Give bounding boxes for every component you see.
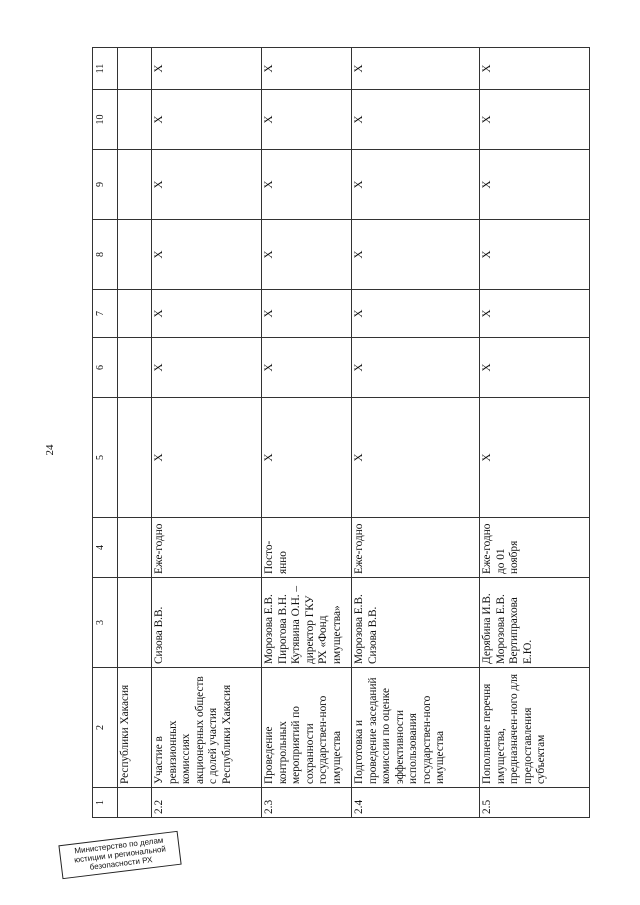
responsible: Дерябина И.В. Морозова Е.В. Вертипрахова Е.Ю. <box>480 578 590 668</box>
mark-cell: Х <box>480 338 590 398</box>
mark-cell: Х <box>262 48 352 90</box>
mark-cell: Х <box>262 150 352 220</box>
plan-table <box>92 47 590 818</box>
col-header: 10 <box>93 90 118 150</box>
ministry-stamp: Министерство по делам юстиции и региональной безопасности РХ <box>58 831 181 879</box>
mark-cell: Х <box>152 48 262 90</box>
mark-cell: Х <box>262 90 352 150</box>
row-number <box>118 788 152 818</box>
col-header: 2 <box>93 668 118 788</box>
period: Еже-годно <box>352 518 480 578</box>
mark-cell: Х <box>480 220 590 290</box>
mark-cell: Х <box>152 290 262 338</box>
col-header: 9 <box>93 150 118 220</box>
mark-cell: Х <box>480 48 590 90</box>
mark-cell <box>118 398 152 518</box>
col-header: 5 <box>93 398 118 518</box>
rotated-table-container <box>92 48 612 818</box>
row-number: 2.2 <box>152 788 262 818</box>
mark-cell <box>118 48 152 90</box>
mark-cell: Х <box>480 398 590 518</box>
period <box>118 518 152 578</box>
row-number: 2.4 <box>352 788 480 818</box>
mark-cell: Х <box>262 290 352 338</box>
period: Еже-годно до 01 ноября <box>480 518 590 578</box>
responsible: Морозова Е.В. Пирогова В.Н. Кутявина О.Н. – директор ГКУ РХ «Фонд имущества» <box>262 578 352 668</box>
table-row <box>118 48 152 818</box>
col-header: 11 <box>93 48 118 90</box>
mark-cell <box>118 150 152 220</box>
responsible: Морозова Е.В. Сизова В.В. <box>352 578 480 668</box>
col-header: 8 <box>93 220 118 290</box>
page-number: 24 <box>44 444 56 456</box>
mark-cell: Х <box>152 398 262 518</box>
mark-cell <box>118 90 152 150</box>
table-row <box>352 48 480 818</box>
mark-cell: Х <box>352 48 480 90</box>
mark-cell: Х <box>152 338 262 398</box>
mark-cell: Х <box>352 220 480 290</box>
mark-cell: Х <box>152 90 262 150</box>
mark-cell: Х <box>352 150 480 220</box>
mark-cell: Х <box>480 90 590 150</box>
period: Посто-янно <box>262 518 352 578</box>
activity-name: Пополнение перечня имущества, предназначен-ного для предоставления субъектам <box>480 668 590 788</box>
mark-cell: Х <box>480 150 590 220</box>
mark-cell: Х <box>352 338 480 398</box>
mark-cell <box>118 220 152 290</box>
activity-name: Подготовка и проведение заседаний комиссии по оценке эффективности использования государствен-ного имущества <box>352 668 480 788</box>
mark-cell: Х <box>262 220 352 290</box>
col-header: 3 <box>93 578 118 668</box>
mark-cell: Х <box>262 398 352 518</box>
mark-cell: Х <box>352 290 480 338</box>
activity-name: Проведение контрольных мероприятий по сохранности государствен-ного имущества <box>262 668 352 788</box>
mark-cell: Х <box>352 90 480 150</box>
activity-name: Участие в ревизионных комиссиях акционерных обществ с долей участия Республики Хакасия <box>152 668 262 788</box>
mark-cell: Х <box>480 290 590 338</box>
table-row <box>480 48 590 818</box>
activity-name: Республики Хакасия <box>118 668 152 788</box>
period: Еже-годно <box>152 518 262 578</box>
col-header: 1 <box>93 788 118 818</box>
mark-cell: Х <box>152 220 262 290</box>
col-header: 7 <box>93 290 118 338</box>
table-row <box>262 48 352 818</box>
row-number: 2.5 <box>480 788 590 818</box>
responsible <box>118 578 152 668</box>
mark-cell: Х <box>352 398 480 518</box>
mark-cell <box>118 338 152 398</box>
col-header: 4 <box>93 518 118 578</box>
mark-cell: Х <box>152 150 262 220</box>
row-number: 2.3 <box>262 788 352 818</box>
header-row <box>93 48 118 818</box>
table-row <box>152 48 262 818</box>
responsible: Сизова В.В. <box>152 578 262 668</box>
mark-cell: Х <box>262 338 352 398</box>
col-header: 6 <box>93 338 118 398</box>
mark-cell <box>118 290 152 338</box>
